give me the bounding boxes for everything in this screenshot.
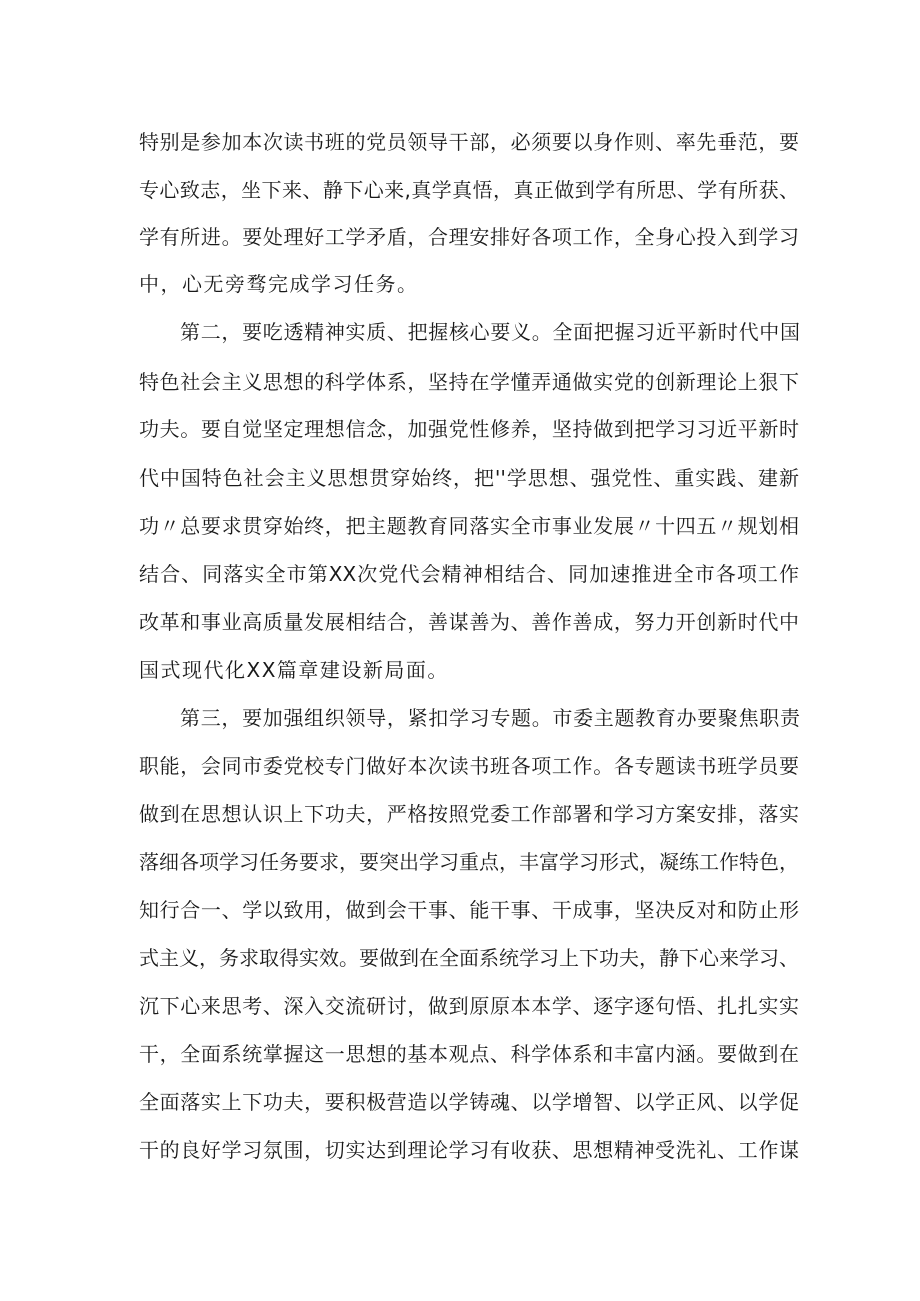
text-line: 知行合一、学以致用，做到会干事、能干事、干成事，坚决反对和防止形: [139, 898, 799, 922]
text-line: 职能，会同市委党校专门做好本次读书班各项工作。各专题读书班学员要: [139, 754, 799, 778]
text-line: 代中国特色社会主义思想贯穿始终，把''学思想、强党性、重实践、建新: [139, 466, 799, 490]
text-line: 全面落实上下功夫，要积极营造以学铸魂、以学增智、以学正风、以学促: [139, 1090, 799, 1114]
text-line: 国式现代化XX篇章建设新局面。: [139, 658, 449, 682]
text-line: 学有所进。要处理好工学矛盾，合理安排好各项工作，全身心投入到学习: [139, 225, 799, 249]
text-line: 改革和事业高质量发展相结合，善谋善为、善作善成，努力开创新时代中: [139, 610, 799, 634]
text-line: 功〃总要求贯穿始终，把主题教育同落实全市事业发展〃十四五〃规划相: [139, 514, 799, 538]
text-line: 特色社会主义思想的科学体系，坚持在学懂弄通做实党的创新理论上狠下: [139, 370, 799, 394]
text-line: 中，心无旁骛完成学习任务。: [139, 272, 419, 296]
text-line: 落细各项学习任务要求，要突出学习重点，丰富学习形式，凝练工作特色，: [139, 850, 799, 874]
text-line: 做到在思想认识上下功夫，严格按照党委工作部署和学习方案安排，落实: [139, 802, 799, 826]
text-line: 干的良好学习氛围，切实达到理论学习有收获、思想精神受洗礼、工作谋: [139, 1138, 799, 1162]
text-line: 特别是参加本次读书班的党员领导干部，必须要以身作则、率先垂范，要: [139, 130, 799, 154]
text-line: 沉下心来思考、深入交流研讨，做到原原本本学、逐字逐句悟、扎扎实实: [139, 994, 799, 1018]
paragraph-first-line: 第二，要吃透精神实质、把握核心要义。全面把握习近平新时代中国: [180, 320, 800, 344]
text-line: 专心致志，坐下来、静下心来,真学真悟，真正做到学有所思、学有所获、: [139, 178, 799, 202]
text-line: 式主义，务求取得实效。要做到在全面系统学习上下功夫，静下心来学习、: [139, 946, 799, 970]
text-line: 干，全面系统掌握这一思想的基本观点、科学体系和丰富内涵。要做到在: [139, 1042, 799, 1066]
paragraph-first-line: 第三，要加强组织领导，紧扣学习专题。市委主题教育办要聚焦职责: [180, 706, 800, 730]
text-line: 结合、同落实全市第XX次党代会精神相结合、同加速推进全市各项工作: [139, 562, 799, 586]
text-line: 功夫。要自觉坚定理想信念，加强党性修养，坚持做到把学习习近平新时: [139, 417, 799, 441]
